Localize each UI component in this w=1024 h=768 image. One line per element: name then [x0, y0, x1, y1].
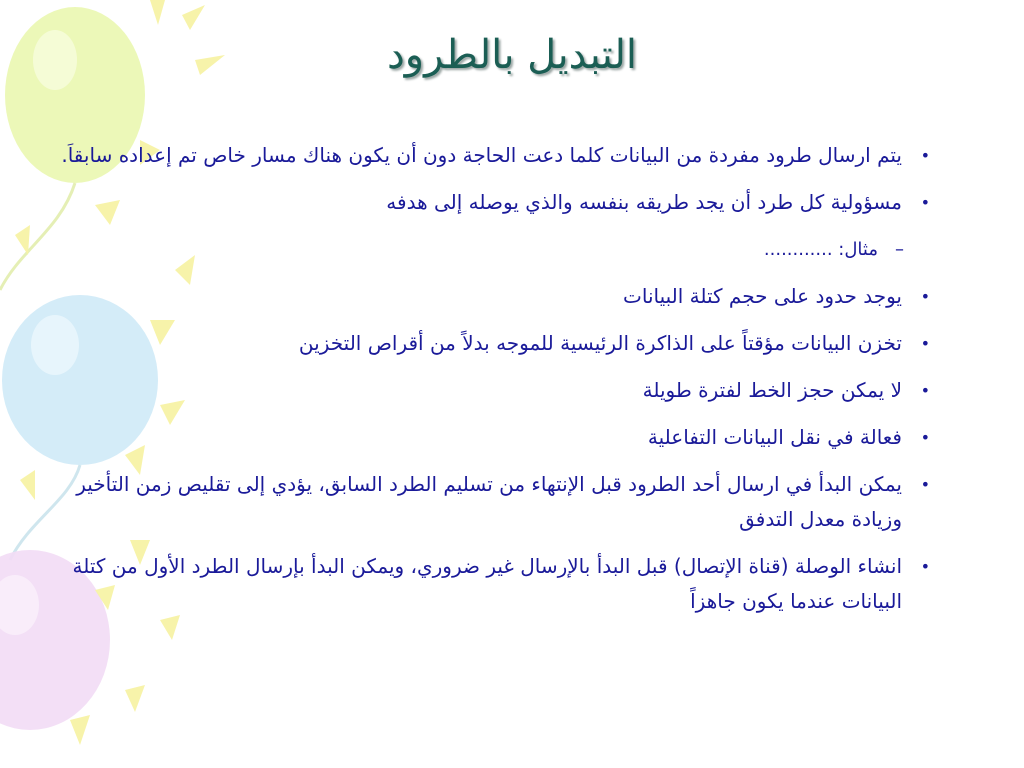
- bullet-text: مسؤولية كل طرد أن يجد طريقه بنفسه والذي يوصله إلى هدفه: [386, 190, 902, 214]
- bullet-item: [40, 138, 930, 173]
- bullet-item: [40, 326, 930, 361]
- bullet-icon: •: [920, 475, 930, 494]
- bullet-item: [40, 420, 930, 455]
- sub-bullet-item: [40, 232, 930, 267]
- bullet-icon: •: [920, 381, 930, 400]
- bullet-item: [40, 185, 930, 220]
- bullet-text: فعالة في نقل البيانات التفاعلية: [647, 425, 902, 449]
- bullet-icon: •: [920, 334, 930, 353]
- slide-title: التبديل بالطرود: [386, 32, 638, 78]
- bullet-icon: •: [920, 287, 930, 306]
- bullet-text: انشاء الوصلة (قناة الإتصال) قبل البدأ بالإرسال غير ضروري، ويمكن البدأ بإرسال الطرد الأول من كتلة البيانات عندما يكون جاهزاً: [72, 554, 902, 613]
- bullet-icon: •: [920, 146, 930, 165]
- slide-body: [40, 138, 930, 631]
- bullet-text: يمكن البدأ في ارسال أحد الطرود قبل الإنتهاء من تسليم الطرد السابق، يؤدي إلى تقليص زمن التأخير وزيادة معدل التدفق: [76, 472, 902, 531]
- bullet-item: [40, 549, 930, 619]
- bullet-icon: •: [920, 193, 930, 212]
- bullet-item: [40, 373, 930, 408]
- bullet-text: يوجد حدود على حجم كتلة البيانات: [623, 284, 902, 308]
- sub-bullet-text: مثال: ............: [763, 239, 878, 260]
- dash-icon: –: [895, 239, 904, 260]
- bullet-text: يتم ارسال طرود مفردة من البيانات كلما دعت الحاجة دون أن يكون هناك مسار خاص تم إعداده سابقاَ.: [61, 143, 902, 167]
- bullet-icon: •: [920, 428, 930, 447]
- bullet-item: [40, 467, 930, 537]
- bullet-icon: •: [920, 557, 930, 576]
- bullet-text: تخزن البيانات مؤقتاً على الذاكرة الرئيسية للموجه بدلاً من أقراص التخزين: [298, 331, 902, 355]
- bullet-text: لا يمكن حجز الخط لفترة طويلة: [642, 378, 902, 402]
- bullet-item: [40, 279, 930, 314]
